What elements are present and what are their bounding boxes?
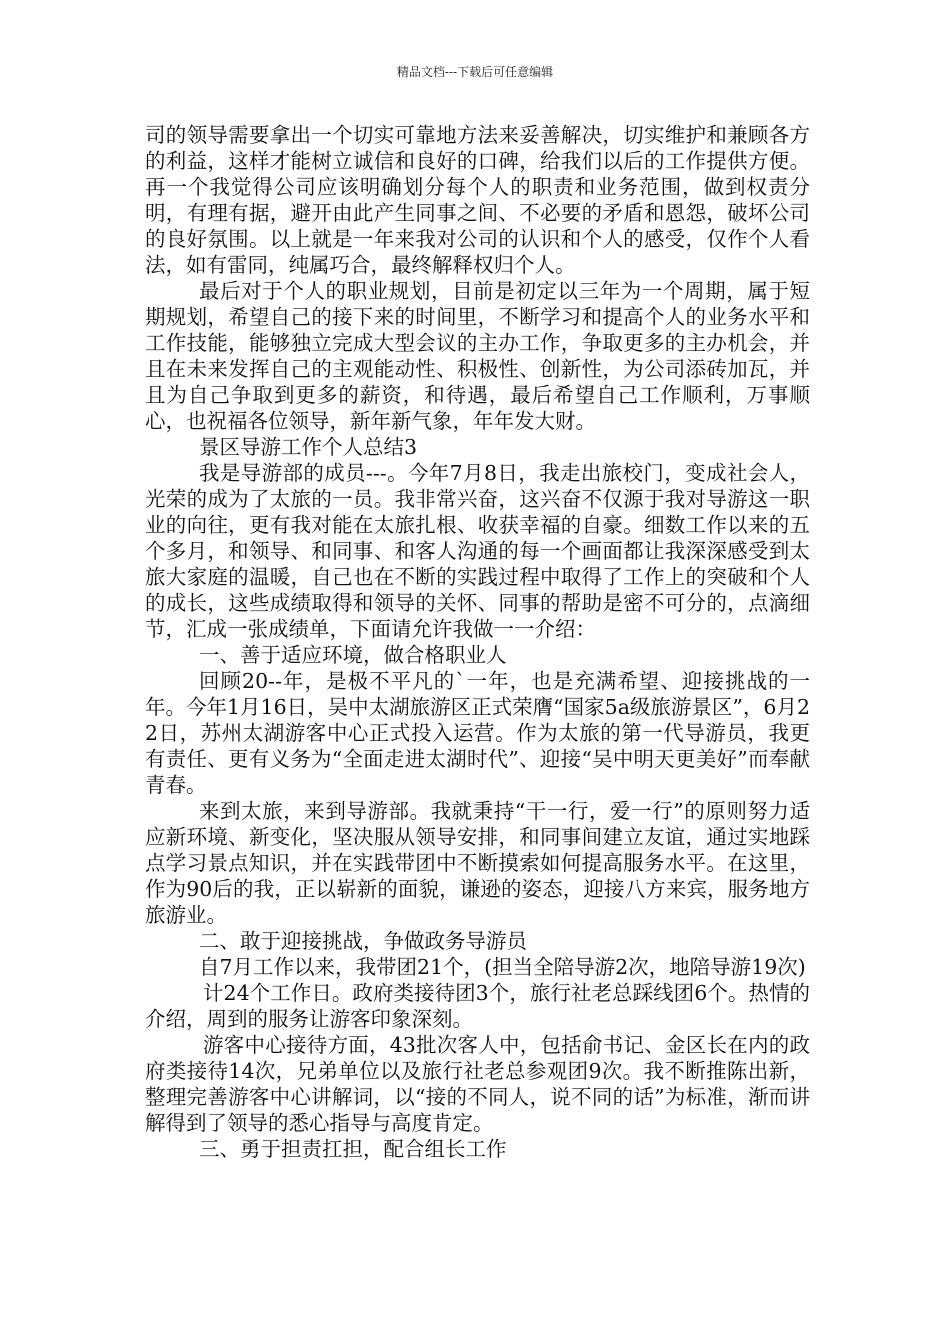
heading-accept-challenge: 二、敢于迎接挑战，争做政务导游员: [199, 929, 527, 953]
paragraph-introduction: 我是导游部的成员---。今年7月8日，我走出旅校门，变成社会人，光荣的成为了太旅的一员。我非常兴奋，这兴奋不仅源于我对导游这一职业的向往，更有我对能在太旅扎根、收获幸福的自豪。细数工作以来的五个多月，和领导、和同事、和客人沟通的每一个画面都让我深深感受到太旅大家庭的温暖，自己也在不断的实践过程中取得了工作上的突破和个人的成长，这些成绩取得和领导的关怀、同事的帮助是密不可分的，点滴细节，汇成一张成绩单，下面请允许我做一一介绍：: [145, 461, 810, 641]
paragraph-work-days: 计24个工作日。政府类接待团3个，旅行社老总踩线团6个。热情的介绍，周到的服务让游客印象深刻。: [145, 981, 810, 1031]
paragraph-review-year: 回顾20--年，是极不平凡的`一年，也是充满希望、迎接挑战的一年。今年1月16日，吴中太湖旅游区正式荣膺“国家5a级旅游景区”，6月22日，苏州太湖游客中心正式投入运营。作为太旅的第一代导游员，我更有责任、更有义务为“全面走进太湖时代”、迎接“吴中明天更美好”而奉献青春。: [145, 669, 810, 797]
paragraph-joining-department: 来到太旅，来到导游部。我就秉持“干一行，爱一行”的原则努力适应新环境、新变化，坚决服从领导安排，和同事间建立友谊，通过实地踩点学习景点知识，并在实践带团中不断摸索如何提高服务水平。在这里，作为90后的我，正以崭新的面貌，谦逊的姿态，迎接八方来宾，服务地方旅游业。: [145, 799, 810, 927]
heading-take-responsibility: 三、勇于担责扛担，配合组长工作: [199, 1137, 507, 1161]
section-title-summary-3: 景区导游工作个人总结3: [199, 435, 418, 459]
page-header-note: 精品文档---下载后可任意编辑: [396, 65, 554, 79]
paragraph-tour-count: 自7月工作以来，我带团21个，(担当全陪导游2次，地陪导游19次): [199, 955, 806, 979]
heading-adapt-environment: 一、善于适应环境，做合格职业人: [199, 643, 507, 667]
paragraph-company-issues: 司的领导需要拿出一个切实可靠地方法来妥善解决，切实维护和兼顾各方的利益，这样才能树立诚信和良好的口碑，给我们以后的工作提供方便。再一个我觉得公司应该明确划分每个人的职责和业务范围，做到权责分明，有理有据，避开由此产生同事之间、不必要的矛盾和恩怨，破坏公司的良好氛围。以上就是一年来我对公司的认识和个人的感受，仅作个人看法，如有雷同，纯属巧合，最终解释权归个人。: [145, 123, 810, 277]
paragraph-visitor-center: 游客中心接待方面，43批次客人中，包括俞书记、金区长在内的政府类接待14次，兄弟单位以及旅行社老总参观团9次。我不断推陈出新，整理完善游客中心讲解词，以“接的不同人，说不同的话”为标准，渐而讲解得到了领导的悉心指导与高度肯定。: [145, 1033, 810, 1135]
document-body: [145, 122, 810, 1162]
paragraph-career-plan: 最后对于个人的职业规划，目前是初定以三年为一个周期，属于短期规划，希望自己的接下来的时间里，不断学习和提高个人的业务水平和工作技能，能够独立完成大型会议的主办工作，争取更多的主办机会，并且在未来发挥自己的主观能动性、积极性、创新性，为公司添砖加瓦，并且为自己争取到更多的薪资，和待遇，最后希望自己工作顺利，万事顺心，也祝福各位领导，新年新气象，年年发大财。: [145, 279, 810, 433]
